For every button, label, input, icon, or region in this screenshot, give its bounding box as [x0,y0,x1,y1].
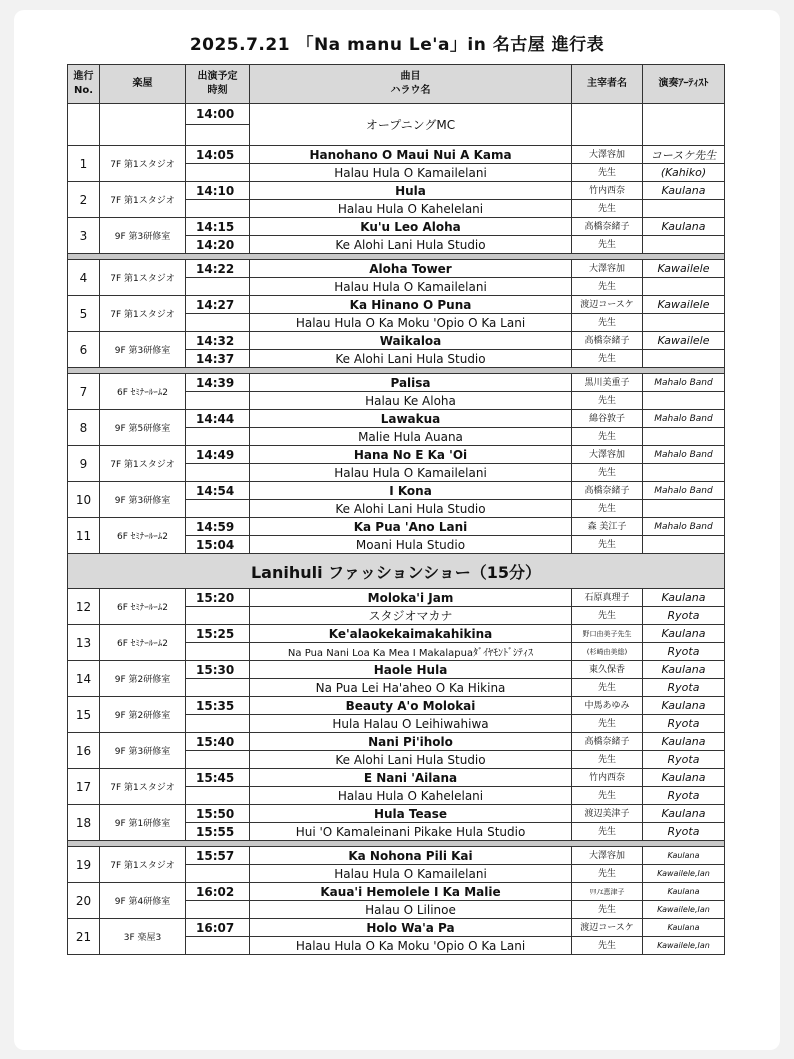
end-time [186,751,250,769]
artist-primary: Kawailele [643,260,725,278]
halau-name: Ke Alohi Lani Hula Studio [250,500,572,518]
song-title: Nani Pi'iholo [250,733,572,751]
artist-primary: Mahalo Band [643,374,725,392]
header-artist: 演奏ｱｰﾃｨｽﾄ [643,65,725,104]
table-row [68,374,725,392]
artist-primary: Kaulana [643,769,725,787]
end-time [186,787,250,805]
halau-name: Halau Ke Aloha [250,392,572,410]
row-number: 17 [68,769,100,805]
host-title: 先生 [572,865,643,883]
artist-secondary: (Kahiko) [643,164,725,182]
artist-secondary: Ryota [643,751,725,769]
end-time [186,643,250,661]
table-row [68,919,725,937]
host-name: 黒川美重子 [572,374,643,392]
host-title: 先生 [572,164,643,182]
row-number: 10 [68,482,100,518]
row-number: 16 [68,733,100,769]
row-number: 20 [68,883,100,919]
artist-primary: Kaulana [643,661,725,679]
row-number: 2 [68,182,100,218]
song-title: E Nani 'Ailana [250,769,572,787]
song-title: Hula Tease [250,805,572,823]
room-cell: 9F 第1研修室 [100,805,186,841]
room-cell: 6F ｾﾐﾅｰﾙｰﾑ2 [100,589,186,625]
end-time: 15:55 [186,823,250,841]
artist-secondary [643,236,725,254]
artist-primary: Kaulana [643,805,725,823]
host-name: 竹内西奈 [572,769,643,787]
host-title: 先生 [572,679,643,697]
room-cell: 9F 第4研修室 [100,883,186,919]
start-time: 14:49 [186,446,250,464]
row-number: 7 [68,374,100,410]
song-title: Ka Pua 'Ano Lani [250,518,572,536]
row-number: 18 [68,805,100,841]
song-title: Aloha Tower [250,260,572,278]
start-time: 14:39 [186,374,250,392]
artist-primary: Mahalo Band [643,410,725,428]
halau-name: Halau Hula O Kahelelani [250,200,572,218]
row-number: 5 [68,296,100,332]
host-name: 渡辺コースケ [572,919,643,937]
table-row [68,296,725,314]
song-title: Ka Hinano O Puna [250,296,572,314]
artist-primary: Kaulana [643,218,725,236]
row-number: 15 [68,697,100,733]
start-time: 16:02 [186,883,250,901]
artist-secondary: Ryota [643,787,725,805]
artist-secondary [643,500,725,518]
halau-name: Halau Hula O Kamailelani [250,164,572,182]
artist-primary: Kaulana [643,883,725,901]
host-name: 渡辺美津子 [572,805,643,823]
table-row [68,661,725,679]
table-row [68,697,725,715]
row-number: 6 [68,332,100,368]
artist-secondary: Ryota [643,715,725,733]
song-title: Hana No E Ka 'Oi [250,446,572,464]
end-time [186,865,250,883]
artist-secondary: Kawailele,Ian [643,865,725,883]
artist-primary: Kaulana [643,625,725,643]
room-cell: 6F ｾﾐﾅｰﾙｰﾑ2 [100,625,186,661]
table-row [68,260,725,278]
host-title: 先生 [572,787,643,805]
song-title: I Kona [250,482,572,500]
table-row [68,805,725,823]
row-number: 13 [68,625,100,661]
table-row [68,482,725,500]
row-number: 4 [68,260,100,296]
host-title: 先生 [572,607,643,625]
room-cell: 6F ｾﾐﾅｰﾙｰﾑ2 [100,374,186,410]
table-row [68,733,725,751]
artist-secondary [643,428,725,446]
schedule-body [68,104,725,955]
host-name: 大澤容加 [572,446,643,464]
room-cell: 9F 第3研修室 [100,482,186,518]
table-row [68,182,725,200]
artist-secondary: Ryota [643,823,725,841]
header-song: 曲目 ハラウ名 [250,65,572,104]
song-title: Ku'u Leo Aloha [250,218,572,236]
row-number: 11 [68,518,100,554]
artist-primary: Mahalo Band [643,446,725,464]
host-name: 石原真理子 [572,589,643,607]
end-time [186,200,250,218]
end-time [186,164,250,182]
start-time: 14:10 [186,182,250,200]
halau-name: Halau Hula O Kahelelani [250,787,572,805]
artist-primary: コースケ先生 [643,146,725,164]
host-title: 先生 [572,500,643,518]
halau-name: Ke Alohi Lani Hula Studio [250,350,572,368]
artist-secondary: Ryota [643,643,725,661]
song-title: Lawakua [250,410,572,428]
host-title: 先生 [572,200,643,218]
artist-secondary: Kawailele,Ian [643,901,725,919]
host-title: 先生 [572,350,643,368]
artist-primary: Kaulana [643,919,725,937]
halau-name: Halau O Lilinoe [250,901,572,919]
table-row [68,446,725,464]
row-number: 14 [68,661,100,697]
halau-name: Moani Hula Studio [250,536,572,554]
table-row [68,847,725,865]
artist-primary: Mahalo Band [643,518,725,536]
artist-primary: Kaulana [643,589,725,607]
artist-secondary [643,536,725,554]
artist-secondary [643,464,725,482]
end-time [186,464,250,482]
room-cell: 7F 第1スタジオ [100,146,186,182]
artist-secondary: Ryota [643,679,725,697]
host-name: 大澤容加 [572,260,643,278]
end-time: 15:04 [186,536,250,554]
table-row [68,625,725,643]
row-number: 19 [68,847,100,883]
start-time: 15:40 [186,733,250,751]
end-time [186,901,250,919]
fashion-show-label: Lanihuli ファッションショー（15分） [68,554,725,589]
host-title: 先生 [572,937,643,955]
room-cell: 7F 第1スタジオ [100,182,186,218]
row-number: 21 [68,919,100,955]
room-cell: 9F 第3研修室 [100,332,186,368]
host-title: 先生 [572,278,643,296]
artist-secondary [643,392,725,410]
host-title: 先生 [572,314,643,332]
end-time [186,679,250,697]
table-row [68,883,725,901]
end-time [186,314,250,332]
halau-name: Ke Alohi Lani Hula Studio [250,751,572,769]
artist-secondary [643,350,725,368]
table-row [68,332,725,350]
host-title: 先生 [572,392,643,410]
host-name: 森 美江子 [572,518,643,536]
schedule-table [67,64,725,955]
room-cell: 6F ｾﾐﾅｰﾙｰﾑ2 [100,518,186,554]
halau-name: Na Pua Lei Ha'aheo O Ka Hikina [250,679,572,697]
artist-secondary: Ryota [643,607,725,625]
host-name: 東久保香 [572,661,643,679]
room-cell: 9F 第3研修室 [100,733,186,769]
fashion-show-row [68,554,725,589]
start-time: 15:57 [186,847,250,865]
host-title: 先生 [572,901,643,919]
room-cell: 7F 第1スタジオ [100,847,186,883]
host-name: 竹内西奈 [572,182,643,200]
artist-secondary: Kawailele,Ian [643,937,725,955]
table-row [68,218,725,236]
artist-primary: Mahalo Band [643,482,725,500]
table-row [68,769,725,787]
room-cell: 9F 第5研修室 [100,410,186,446]
room-cell: 7F 第1スタジオ [100,296,186,332]
start-time: 14:27 [186,296,250,314]
halau-name: Halau Hula O Ka Moku 'Opio O Ka Lani [250,314,572,332]
room-cell: 9F 第2研修室 [100,697,186,733]
halau-name: Halau Hula O Kamailelani [250,278,572,296]
room-cell: 9F 第3研修室 [100,218,186,254]
halau-name: Malie Hula Auana [250,428,572,446]
start-time: 15:45 [186,769,250,787]
host-title: 先生 [572,428,643,446]
host-name: 高橋奈緒子 [572,733,643,751]
halau-name: Hui 'O Kamaleinani Pikake Hula Studio [250,823,572,841]
song-title: Palisa [250,374,572,392]
header-no: 進行 No. [68,65,100,104]
song-title: Waikaloa [250,332,572,350]
halau-name: Halau Hula O Ka Moku 'Opio O Ka Lani [250,937,572,955]
header-host: 主宰者名 [572,65,643,104]
artist-primary: Kaulana [643,697,725,715]
table-row [68,410,725,428]
artist-primary: Kawailele [643,332,725,350]
end-time [186,278,250,296]
start-time: 15:50 [186,805,250,823]
end-time [186,392,250,410]
host-name: 大澤容加 [572,847,643,865]
table-row [68,146,725,164]
start-time: 14:44 [186,410,250,428]
row-number: 1 [68,146,100,182]
start-time: 14:59 [186,518,250,536]
start-time: 14:15 [186,218,250,236]
end-time: 14:37 [186,350,250,368]
room-cell: 7F 第1スタジオ [100,260,186,296]
opening-time: 14:00 [186,104,250,125]
room-cell: 9F 第2研修室 [100,661,186,697]
table-row [68,589,725,607]
halau-name: Halau Hula O Kamailelani [250,464,572,482]
song-title: Holo Wa'a Pa [250,919,572,937]
opening-row [68,104,725,125]
host-name: 高橋奈緒子 [572,482,643,500]
song-title: Ka Nohona Pili Kai [250,847,572,865]
halau-name: Ke Alohi Lani Hula Studio [250,236,572,254]
start-time: 15:20 [186,589,250,607]
host-name: 渡辺コースケ [572,296,643,314]
host-title: 先生 [572,536,643,554]
start-time: 15:35 [186,697,250,715]
page-title: 2025.7.21 「Na manu Le'a」in 名古屋 進行表 [189,35,605,55]
row-number: 9 [68,446,100,482]
end-time [186,715,250,733]
song-title: Beauty A'o Molokai [250,697,572,715]
host-name: 野口由美子先生 [572,625,643,643]
row-number: 12 [68,589,100,625]
artist-primary: Kaulana [643,182,725,200]
artist-primary: Kaulana [643,847,725,865]
start-time: 15:25 [186,625,250,643]
host-name: 高橋奈緒子 [572,218,643,236]
host-title: (杉崎由美総) [572,643,643,661]
halau-name: Hula Halau O Leihiwahiwa [250,715,572,733]
song-title: Ke'alaokekaimakahikina [250,625,572,643]
room-cell: 7F 第1スタジオ [100,769,186,805]
halau-name: Halau Hula O Kamailelani [250,865,572,883]
halau-name: Na Pua Nani Loa Ka Mea I Makalapuaﾀﾞｲﾔﾓﾝﾄﾞｼﾃｨｽ [250,643,572,661]
end-time: 14:20 [186,236,250,254]
start-time: 14:05 [186,146,250,164]
artist-secondary [643,314,725,332]
song-title: Kaua'i Hemolele I Ka Malie [250,883,572,901]
room-cell: 7F 第1スタジオ [100,446,186,482]
halau-name: スタジオマカナ [250,607,572,625]
song-title: Hula [250,182,572,200]
start-time: 14:54 [186,482,250,500]
header-row [68,65,725,104]
end-time [186,937,250,955]
start-time: 15:30 [186,661,250,679]
end-time [186,607,250,625]
host-name: 綿谷敦子 [572,410,643,428]
host-name: 大澤容加 [572,146,643,164]
end-time [186,500,250,518]
row-number: 8 [68,410,100,446]
end-time [186,428,250,446]
song-title: Moloka'i Jam [250,589,572,607]
host-name: 中馬あゆみ [572,697,643,715]
host-name: 高橋奈緒子 [572,332,643,350]
start-time: 14:32 [186,332,250,350]
header-time: 出演予定 時刻 [186,65,250,104]
host-title: 先生 [572,464,643,482]
host-title: 先生 [572,236,643,254]
start-time: 16:07 [186,919,250,937]
row-number: 3 [68,218,100,254]
artist-primary: Kaulana [643,733,725,751]
artist-secondary [643,278,725,296]
header-room: 楽屋 [100,65,186,104]
song-title: Haole Hula [250,661,572,679]
host-title: 先生 [572,715,643,733]
host-title: 先生 [572,823,643,841]
host-name: ﾘﾘﾉｴ恵津子 [572,883,643,901]
artist-primary: Kawailele [643,296,725,314]
song-title: Hanohano O Maui Nui A Kama [250,146,572,164]
room-cell: 3F 楽屋3 [100,919,186,955]
start-time: 14:22 [186,260,250,278]
opening-label: オープニングMC [250,104,572,146]
host-title: 先生 [572,751,643,769]
artist-secondary [643,200,725,218]
table-row [68,518,725,536]
